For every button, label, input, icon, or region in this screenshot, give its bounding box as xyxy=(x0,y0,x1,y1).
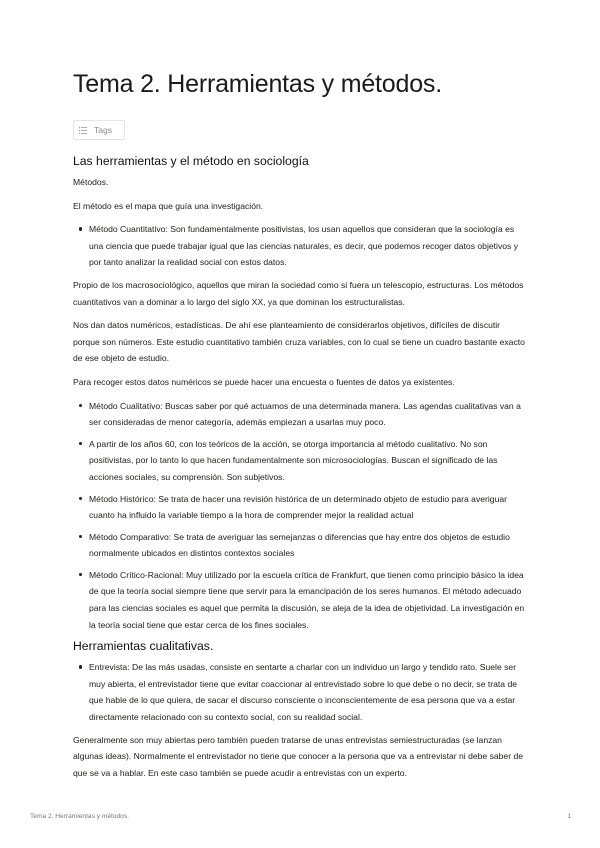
page-title: Tema 2. Herramientas y métodos. xyxy=(73,70,442,98)
list-item: Método Cuantitativo: Son fundamentalmente positivistas, los usan aquellos que consideran que la sociología es una ciencia que puede trabajar igual que las ciencias naturales, es decir, que podemos recoger datos objetivos y por tanto analizar la realidad social con estos datos. xyxy=(89,221,529,271)
list-item: Método Comparativo: Se trata de averiguar las semejanzas o diferencias que hay entre dos objetos de estudio normalmente ubicados en distintos contextos sociales xyxy=(89,529,529,562)
list-item: Método Histórico: Se trata de hacer una revisión histórica de un determinado objeto de estudio para averiguar cuanto ha influido la variable tiempo a la hora de comprender mejor la realidad actual xyxy=(89,491,529,524)
section-heading-herramientas-cualitativas: Herramientas cualitativas. xyxy=(73,639,214,654)
list-icon xyxy=(79,127,87,134)
page-number: 1 xyxy=(567,813,571,820)
list-item: Método Crítico-Racional: Muy utilizado por la escuela crítica de Frankfurt, que tienen como principio básico la idea de que la teoría social siempre tiene que servir para la emancipación de los seres humanos. El método adecuado para las ciencias sociales es aquel que permita la discusión, se aleja de la idea de objetividad. La investigación en la teoría social tiene que estar cerca de los fines sociales. xyxy=(89,567,529,633)
subheading-metodos: Métodos. xyxy=(73,177,109,187)
list-item: A partir de los años 60, con los teóricos de la acción, se otorga importancia al método cualitativo. No son positivistas, por lo tanto lo que hacen fundamentalmente son microsociologías. Buscan el significado de las acciones sociales, su comprensión. Son subjetivos. xyxy=(89,436,529,486)
document-body xyxy=(73,154,529,788)
tags-label: Tags xyxy=(94,125,112,135)
bullet-list-entrevista xyxy=(73,659,529,725)
bullet-list-cuantitativo xyxy=(73,221,529,271)
footer-title: Tema 2. Herramientas y métodos. xyxy=(30,813,129,820)
list-item: Entrevista: De las más usadas, consiste en sentarte a charlar con un individuo un largo y tendido rato. Suele ser muy abierta, el entrevistador tiene que evitar coaccionar al entrevistado sobre lo que debe o no decir, se trata de que hable de lo que quiera, de sacar el discurso consciente o inconscientemente de esa persona que va a estar directamente relacionado con su contexto social, con su realidad social. xyxy=(89,659,529,725)
paragraph: Generalmente son muy abiertas pero también pueden tratarse de unas entrevistas semiestructuradas (se lanzan algunas ideas). Normalmente el entrevistador no tiene que conocer a la persona que va a entrevistar ni debe saber de que se va a hablar. En este caso también se puede acudir a entrevistas con un experto. xyxy=(73,734,524,778)
paragraph: Para recoger estos datos numéricos se puede hacer una encuesta o fuentes de datos ya existentes. xyxy=(73,376,455,387)
paragraph: Propio de los macrosociológico, aquellos que miran la sociedad como si fuera un telescopio, estructuras. Los métodos cuantitativos van a dominar a lo largo del siglo XX, ya que dominan los estructuralistas. xyxy=(73,279,524,307)
section-heading-herramientas-metodo: Las herramientas y el método en sociología xyxy=(73,154,309,168)
bullet-list-metodos xyxy=(73,398,529,634)
paragraph-intro: El método es el mapa que guía una investigación. xyxy=(73,200,264,211)
tags-property[interactable] xyxy=(73,120,125,140)
list-item: Método Cualitativo: Buscas saber por qué actuamos de una determinada manera. Las agendas cualitativas van a ser consideradas de menor categoría, además empiezan a usarlas muy poco. xyxy=(89,398,529,431)
paragraph: Nos dan datos numéricos, estadísticas. De ahí ese planteamiento de considerarlos objetivos, difíciles de discutir porque son números. Este estudio cuantitativo también cruza variables, con lo cual se tiene un cuadro bastante exacto de ese objeto de estudio. xyxy=(73,320,525,364)
